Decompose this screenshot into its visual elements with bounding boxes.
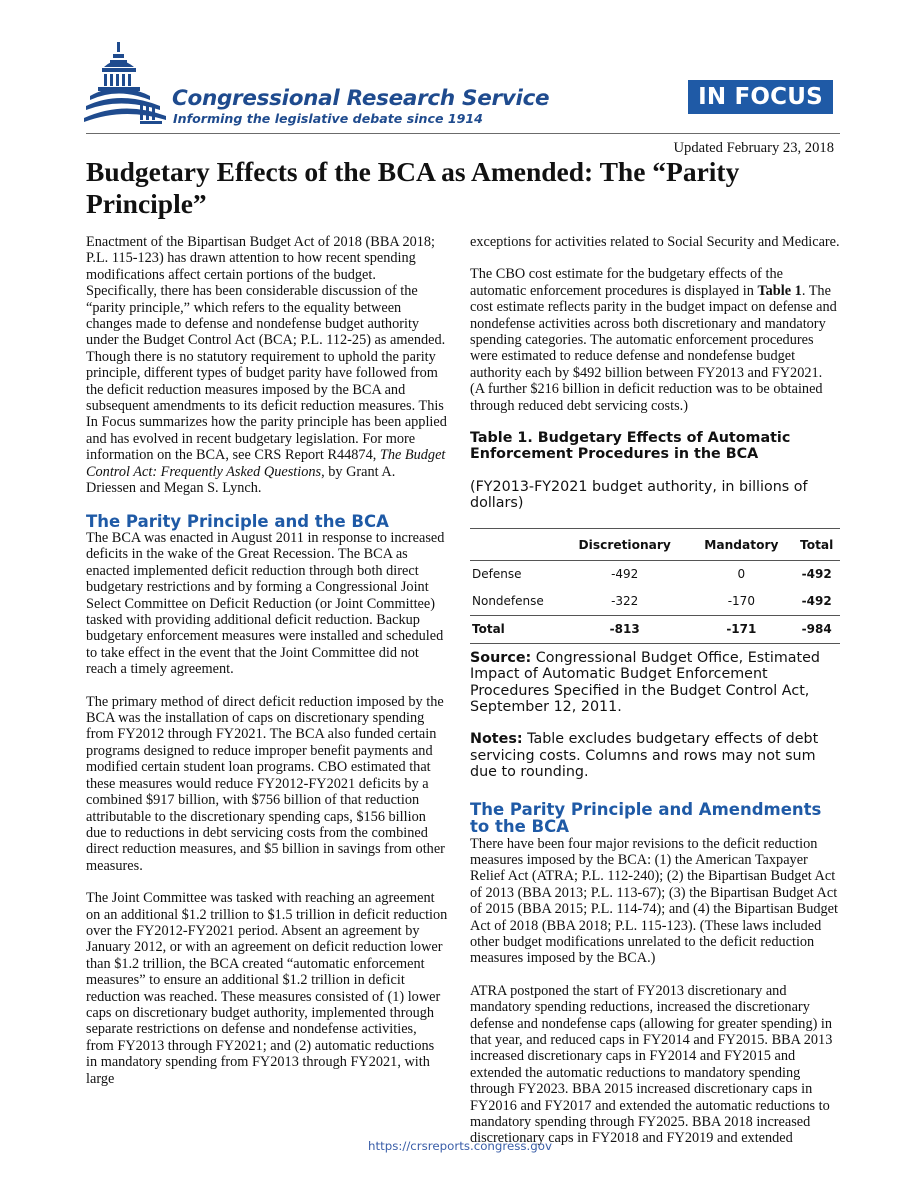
- table-source: [470, 650, 840, 716]
- cell-total: -492: [801, 593, 832, 608]
- left-column: [86, 234, 448, 1103]
- cbo-estimate-paragraph: [470, 266, 840, 414]
- header-rule: [86, 133, 840, 134]
- table-ref: Table 1: [757, 282, 802, 299]
- cbo-text-a: The CBO cost estimate for the budgetary effects of the automatic enforcement procedures is displayed in: [470, 266, 783, 299]
- exceptions-paragraph: exceptions for activities related to Social Security and Medicare.: [470, 234, 840, 250]
- notes-text: Table excludes budgetary effects of debt servicing costs. Columns and rows may not sum due to rounding.: [470, 731, 819, 781]
- updated-date: Updated February 23, 2018: [673, 140, 834, 156]
- joint-committee-paragraph: The Joint Committee was tasked with reaching an agreement on an additional $1.2 trillion to $1.5 trillion in deficit reduction over the FY2012-FY2021 period. Absent an agreement by January 2012, or with an agreement on deficit reduction lower than $1.2 trillion, the BCA created “automatic enforcement measures” to ensure an additional $1.2 trillion in deficit reduction was reached. These measures consisted of (1) lower caps on discretionary budget authority, implemented through separate restrictions on defense and nondefense activities, from FY2013 through FY2021; and (2) automatic reductions in mandatory spending from FY2013 through FY2021, with large: [86, 890, 448, 1087]
- row-label: Nondefense: [472, 593, 544, 608]
- capitol-dome-logo: [84, 40, 166, 130]
- cell-mandatory: -171: [689, 615, 793, 643]
- table-caption: Table 1. Budgetary Effects of Automatic Enforcement Procedures in the BCA: [470, 430, 791, 463]
- cell-total: -984: [793, 615, 840, 643]
- page-title: Budgetary Effects of the BCA as Amended: The “Parity Principle”: [86, 156, 740, 219]
- table-subcaption: (FY2013-FY2021 budget authority, in billions of dollars): [470, 478, 808, 512]
- table-header-discretionary: Discretionary: [560, 528, 689, 560]
- section-heading-parity-bca: The Parity Principle and the BCA: [86, 511, 389, 531]
- revisions-paragraph: There have been four major revisions to the deficit reduction measures imposed by the BCA: (1) the American Taxpayer Relief Act (ATRA; P.L. 112-240); (2) the Bipartisan Budget Act of 2013 (BBA 2013; P.L. 113-67); (3) the Bipartisan Budget Act of 2015 (BBA 2015; P.L. 114-74); and (4) the Bipartisan Budget Act of 2018 (BBA 2018; P.L. 115-123). (These laws included other budget modifications unrelated to the deficit reduction measures imposed by the BCA.): [470, 835, 838, 967]
- table-header-total: Total: [793, 528, 840, 560]
- org-tagline: Informing the legislative debate since 1914: [173, 111, 483, 126]
- table-notes: [470, 731, 840, 780]
- cell-mandatory: 0: [737, 566, 746, 581]
- source-text: Congressional Budget Office, Estimated Impact of Automatic Budget Enforcement Procedures Specified in the Budget Control Act, September 12, 2011.: [470, 649, 820, 715]
- cell-discretionary: -322: [611, 593, 639, 608]
- table-header-blank: [470, 528, 560, 560]
- in-focus-badge: IN FOCUS: [688, 80, 833, 114]
- direct-reduction-paragraph: The primary method of direct deficit reduction imposed by the BCA was the installation of caps on discretionary spending from FY2012 through FY2021. The BCA also funded certain programs designed to reduce improper benefit payments and modified certain student loan programs. CBO estimated that these measures would reduce FY2012-FY2021 deficits by a combined $917 billion, with $756 billion of that reduction attributable to the discretionary spending caps, $156 billion due to reductions in debt servicing costs from the combined direct reduction measures, and $5 billion in savings from other measures.: [86, 693, 445, 874]
- notes-label: Notes:: [470, 731, 523, 748]
- intro-paragraph: [86, 234, 448, 497]
- cell-total: -492: [801, 566, 832, 581]
- right-column: [470, 234, 840, 1163]
- table-row: [470, 588, 840, 616]
- report-title-italic: The Budget Control Act: Frequently Asked Questions: [86, 447, 446, 480]
- table-row-total: [470, 615, 840, 643]
- row-label: Total: [470, 615, 560, 643]
- footer-url[interactable]: https://crsreports.congress.gov: [368, 1139, 552, 1153]
- intro-text-a: Enactment of the Bipartisan Budget Act of 2018 (BBA 2018; P.L. 115-123) has drawn attention to how recent spending modifications affect certain portions of the budget. Specifically, there has been considerable discussion of the “parity principle,” which refers to the equality between changes made to defense and nondefense budget authority under the Budget Control Act (BCA; P.L. 112-25) as amended. Though there is no statutory requirement to uphold the parity principle, different types of budget parity have followed from the deficit reduction measures imposed by the BCA and subsequent amendments to its deficit reduction measures. This In Focus summarizes how the parity principle has been applied and has evolved in recent budgetary legislation. For more information on the BCA, see CRS Report R44874,: [86, 234, 447, 464]
- table-header-mandatory: Mandatory: [689, 528, 793, 560]
- table-1-block: [470, 430, 840, 780]
- intro-text-b: , by Grant A. Driessen and Megan S. Lynch.: [86, 463, 396, 497]
- org-name: Congressional Research Service: [172, 86, 550, 111]
- source-label: Source:: [470, 649, 532, 666]
- table-header-row: [470, 528, 840, 560]
- cell-discretionary: -492: [611, 566, 639, 581]
- cell-discretionary: -813: [560, 615, 689, 643]
- budget-effects-table: [470, 528, 840, 644]
- bca-paragraph: The BCA was enacted in August 2011 in response to increased deficits in the wake of the Great Recession. The BCA as enacted implemented deficit reduction through both direct budgetary restrictions and by forming a Congressional Joint Select Committee on Deficit Reduction (or Joint Committee) tasked with providing additional deficit reduction. Backup budgetary enforcement measures were installed and scheduled to take effect in the event that the Joint Committee did not reach a timely agreement.: [86, 530, 445, 678]
- cbo-text-b: . The cost estimate reflects parity in the budget impact on defense and nondefense activities across both discretionary and mandatory spending categories. The automatic enforcement procedures were estimated to reduce defense and nondefense budget authority each by $492 billion between FY2013 and FY2021. (A further $216 billion in deficit reduction was to be obtained through reduced debt servicing costs.): [470, 282, 837, 414]
- table-row: [470, 560, 840, 588]
- atra-paragraph: ATRA postponed the start of FY2013 discretionary and mandatory spending reductions, increased the discretionary defense and nondefense caps (allowing for greater spending) in that year, and reduced caps in FY2014 and FY2015. BBA 2013 increased discretionary caps in FY2014 and FY2015 and extended the automatic reductions to mandatory spending through FY2023. BBA 2015 increased discretionary caps in FY2016 and FY2017 and extended the automatic reductions to mandatory spending through FY2025. BBA 2018 increased discretionary caps in FY2018 and FY2019 and extended: [470, 982, 833, 1147]
- section-heading-parity-amendments: The Parity Principle and Amendments to the BCA: [470, 799, 822, 837]
- cell-mandatory: -170: [727, 593, 755, 608]
- row-label: Defense: [472, 566, 522, 581]
